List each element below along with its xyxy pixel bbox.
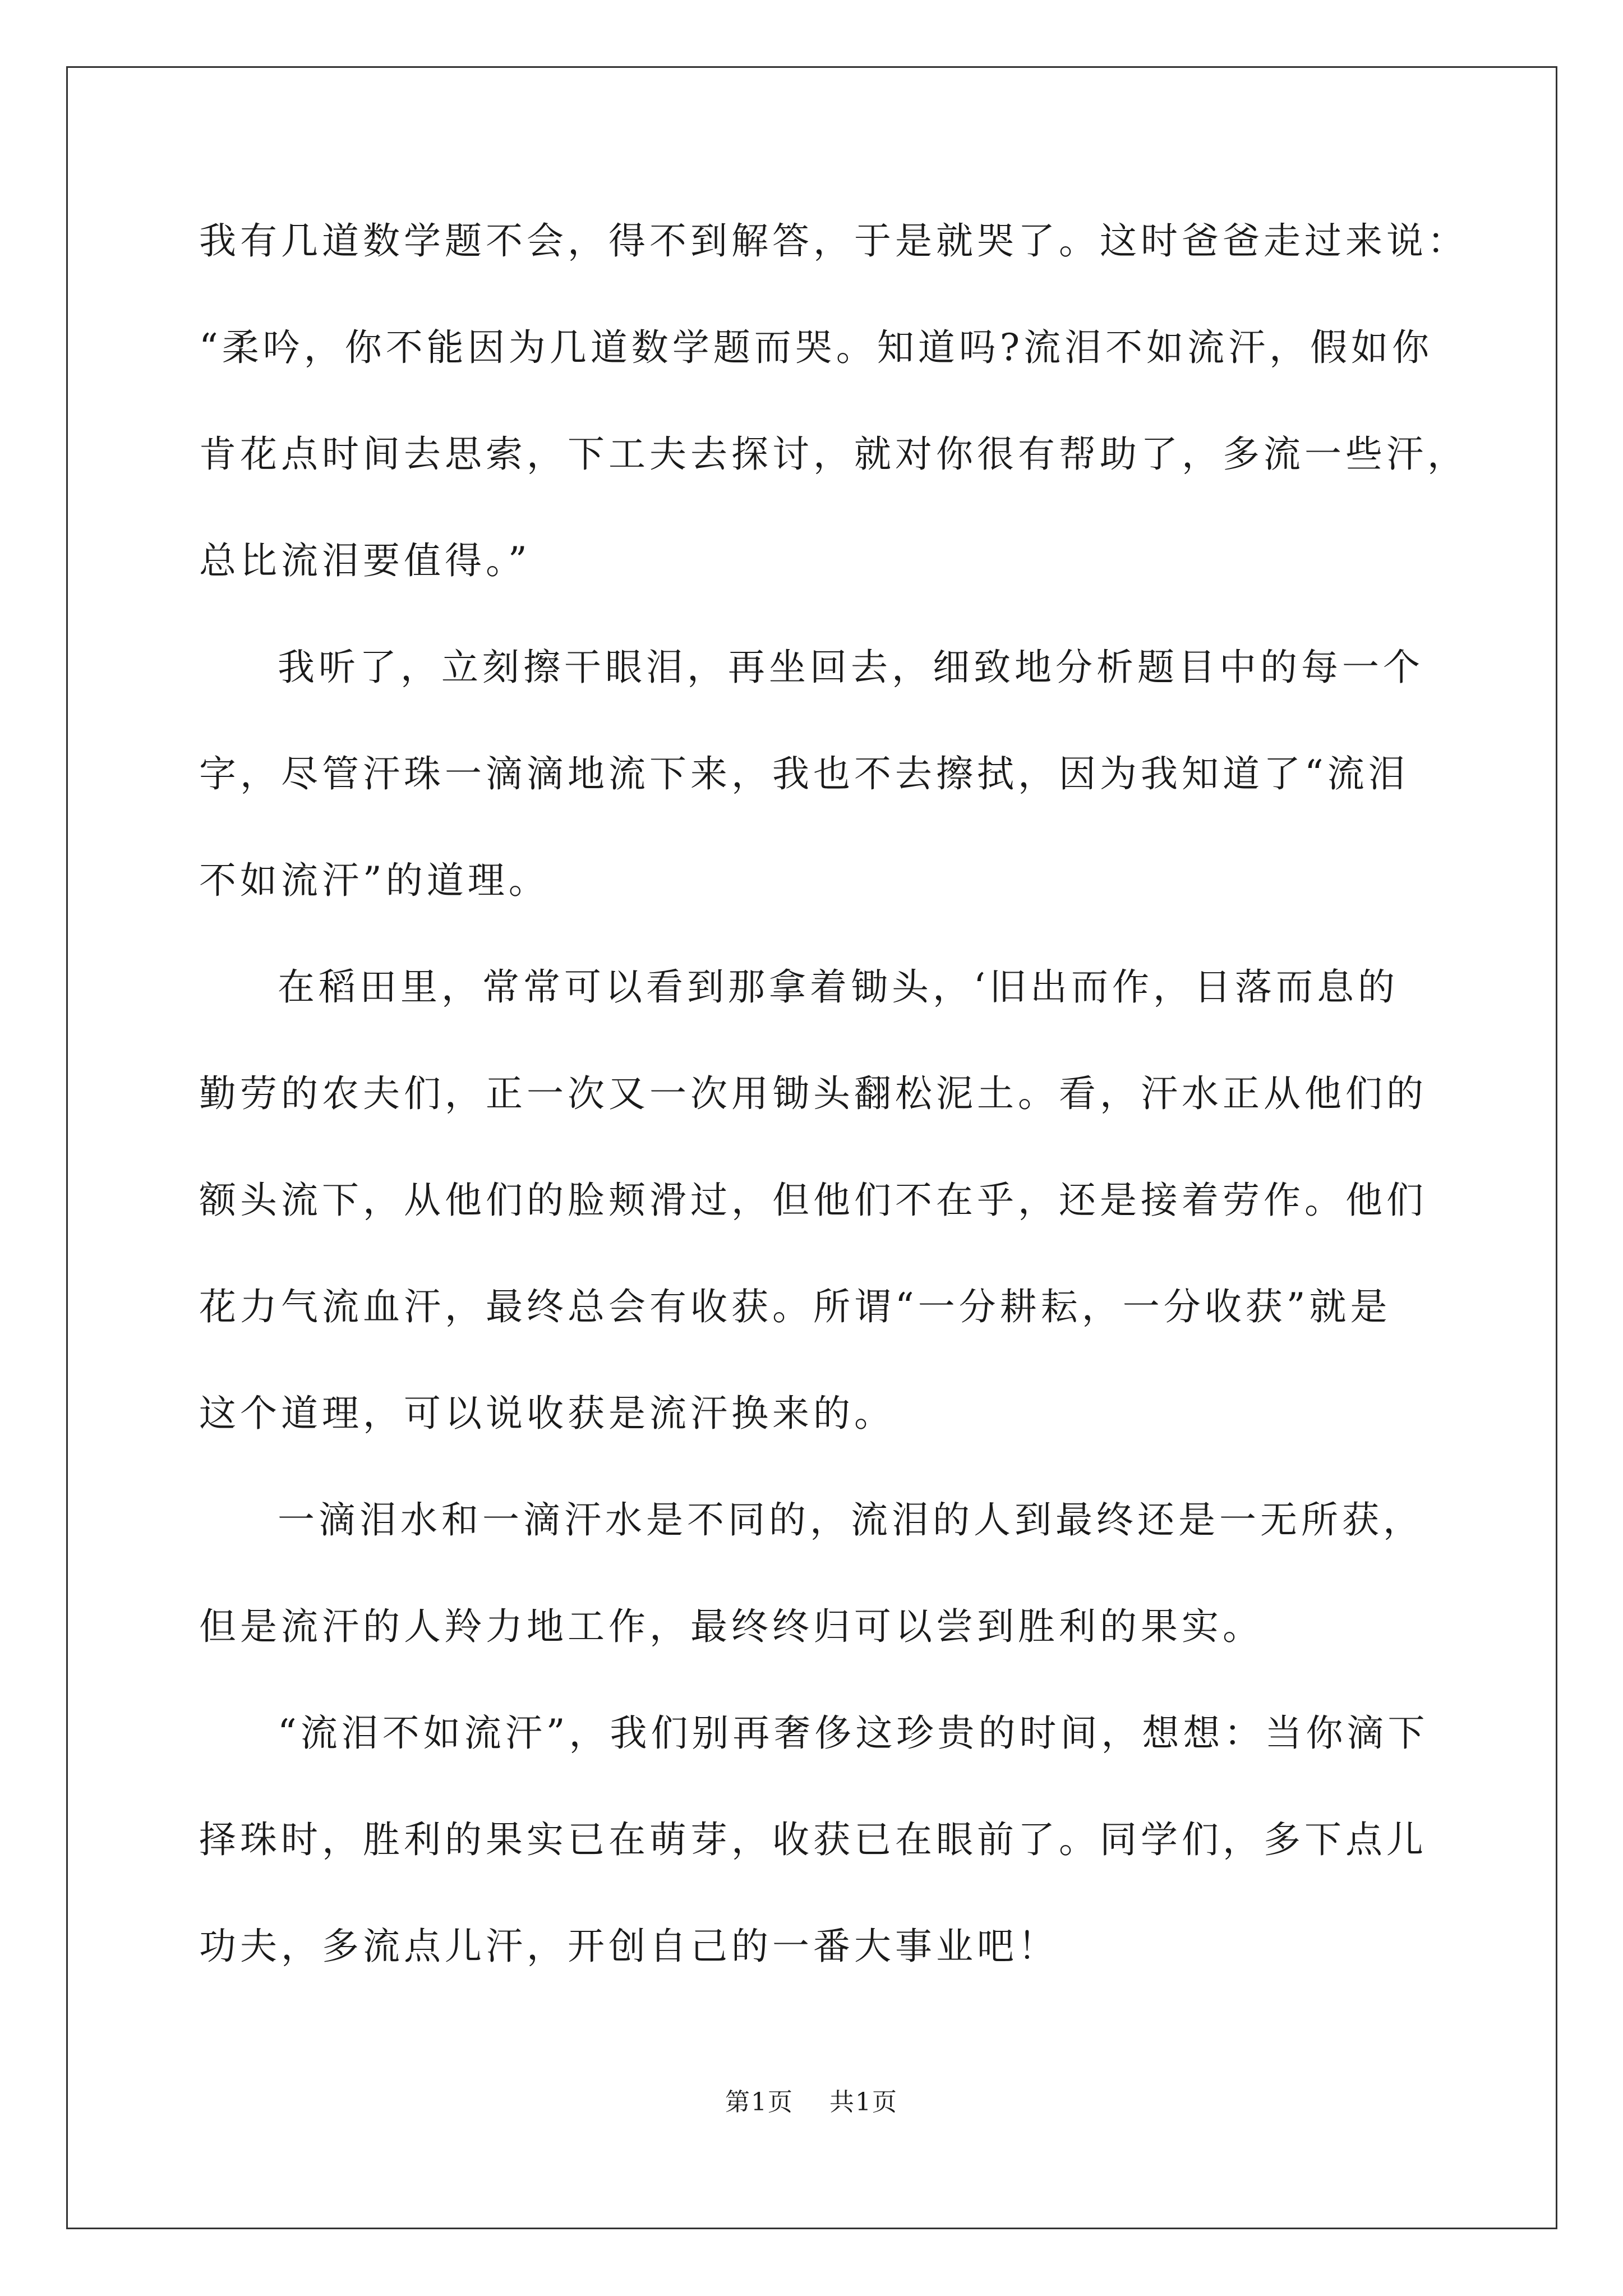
page-footer	[0, 2087, 1623, 2118]
text-line: 在稻田里，常常可以看到那拿着锄头，‘旧出而作，日落而息的	[278, 965, 1399, 1009]
text-line: “柔吟，你不能因为几道数学题而哭。知道吗?流泪不如流汗，假如你	[199, 326, 1433, 369]
text-line: 一滴泪水和一滴汗水是不同的，流泪的人到最终还是一无所获，	[278, 1498, 1424, 1542]
text-line: 我听了，立刻擦干眼泪，再坐回去，细致地分析题目中的每一个	[278, 646, 1424, 689]
text-line: 肯花点时间去思索，下工夫去探讨，就对你很有帮助了，多流一些汗，	[199, 432, 1468, 476]
text-line: 不如流汗”的道理。	[199, 859, 550, 902]
text-line: 花力气流血汗，最终总会有收获。所谓“一分耕耘，一分收获”就是	[199, 1285, 1391, 1328]
text-line: 勤劳的农夫们，正一次又一次用锄头翻松泥土。看，汗水正从他们的	[199, 1072, 1427, 1115]
text-line: 我有几道数学题不会，得不到解答，于是就哭了。这时爸爸走过来说：	[199, 219, 1468, 263]
page-total: 共1页	[829, 2088, 898, 2116]
text-line: 择珠时，胜利的果实已在萌芽，收获已在眼前了。同学们，多下点儿	[199, 1818, 1427, 1861]
page-border	[66, 66, 1557, 2229]
page-number: 第1页	[725, 2088, 794, 2116]
text-line: 总比流泪要值得。”	[199, 539, 531, 582]
text-line: 字，尽管汗珠一滴滴地流下来，我也不去擦拭，因为我知道了“流泪	[199, 752, 1409, 795]
text-line: “流泪不如流汗”，我们别再奢侈这珍贵的时间，想想：当你滴下	[278, 1711, 1429, 1755]
text-line: 额头流下，从他们的脸颊滑过，但他们不在乎，还是接着劳作。他们	[199, 1179, 1427, 1222]
text-line: 但是流汗的人羚力地工作，最终终归可以尝到胜利的果实。	[199, 1605, 1264, 1648]
text-line: 这个道理，可以说收获是流汗换来的。	[199, 1392, 895, 1435]
text-line: 功夫，多流点儿汗，开创自己的一番大事业吧！	[199, 1925, 1059, 1968]
